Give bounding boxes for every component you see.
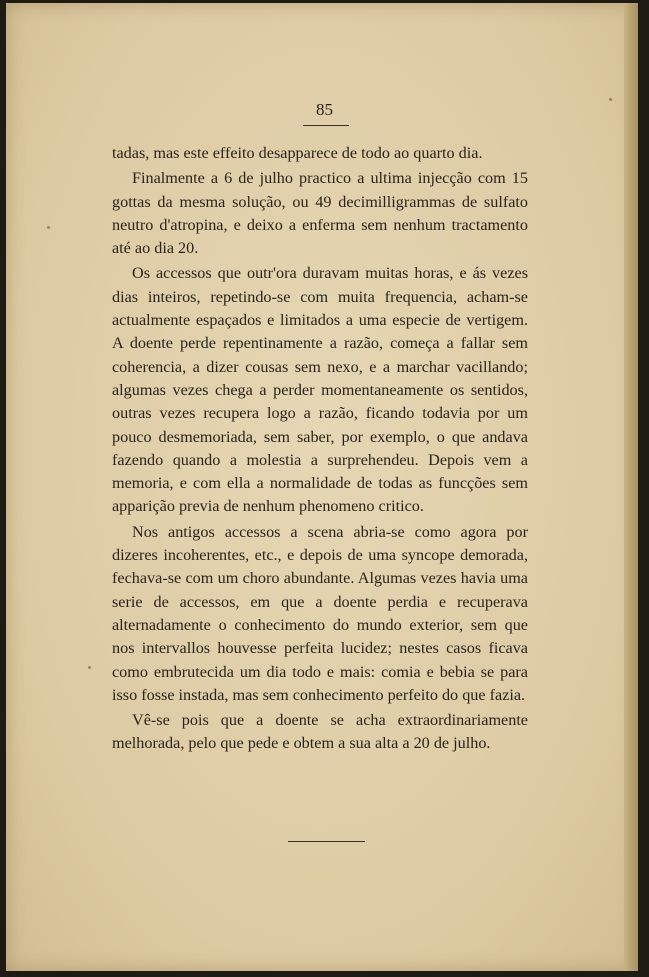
page-number: 85 xyxy=(316,100,333,119)
end-rule xyxy=(288,841,365,842)
foxing-spot xyxy=(609,98,612,101)
page-number-rule xyxy=(303,125,349,126)
paragraph: tadas, mas este effeito desapparece de todo ao quarto dia. xyxy=(112,144,483,162)
paragraph: Finalmente a 6 de julho practico a ultima injecção com 15 gottas da mesma solução, ou 49 decimilligrammas de sulfato neutro d'atropina, e deixo a enferma sem nenhum tractamento até ao dia 20. xyxy=(112,169,528,258)
paragraph: Nos antigos accessos a scena abria-se como agora por dizeres incoherentes, etc., e depois de uma syncope demorada, fechava-se com um choro abundante. Algumas vezes havia uma serie de accessos, em que a doente perdia e recuperava alternadamente o conhecimento do mundo exterior, sem que nos intervallos houvesse perfeita lucidez; nestes casos ficava como embrutecida um dia todo e mais: comia e bebia se para isso fosse instada, mas sem conhecimento perfeito do que fazia. xyxy=(112,522,528,704)
page-edge xyxy=(624,3,638,971)
paragraph: Os accessos que outr'ora duravam muitas horas, e ás vezes dias inteiros, repetindo-se com muita frequencia, acham-se actualmente espaçados e limitados a uma especie de vertigem. A doente perde repentinamente a razão, começa a fallar sem coherencia, a dizer cousas sem nexo, e a marchar vacillando; algumas vezes chega a perder momentaneamente os sentidos, outras vezes recupera logo a razão, ficando todavia por um pouco desmemoriada, sem saber, por exemplo, o que andava fazendo quando a molestia a surprehendeu. Depois vem a memoria, e com ella a normalidade de todas as funcções sem apparição previa de nenhum phenomeno critico. xyxy=(112,264,528,516)
paragraph: Vê-se pois que a doente se acha extraordinariamente melhorada, pelo que pede e obtem a sua alta a 20 de julho. xyxy=(112,711,528,753)
foxing-spot xyxy=(47,226,50,229)
body-text xyxy=(112,142,528,756)
foxing-spot xyxy=(88,666,91,669)
